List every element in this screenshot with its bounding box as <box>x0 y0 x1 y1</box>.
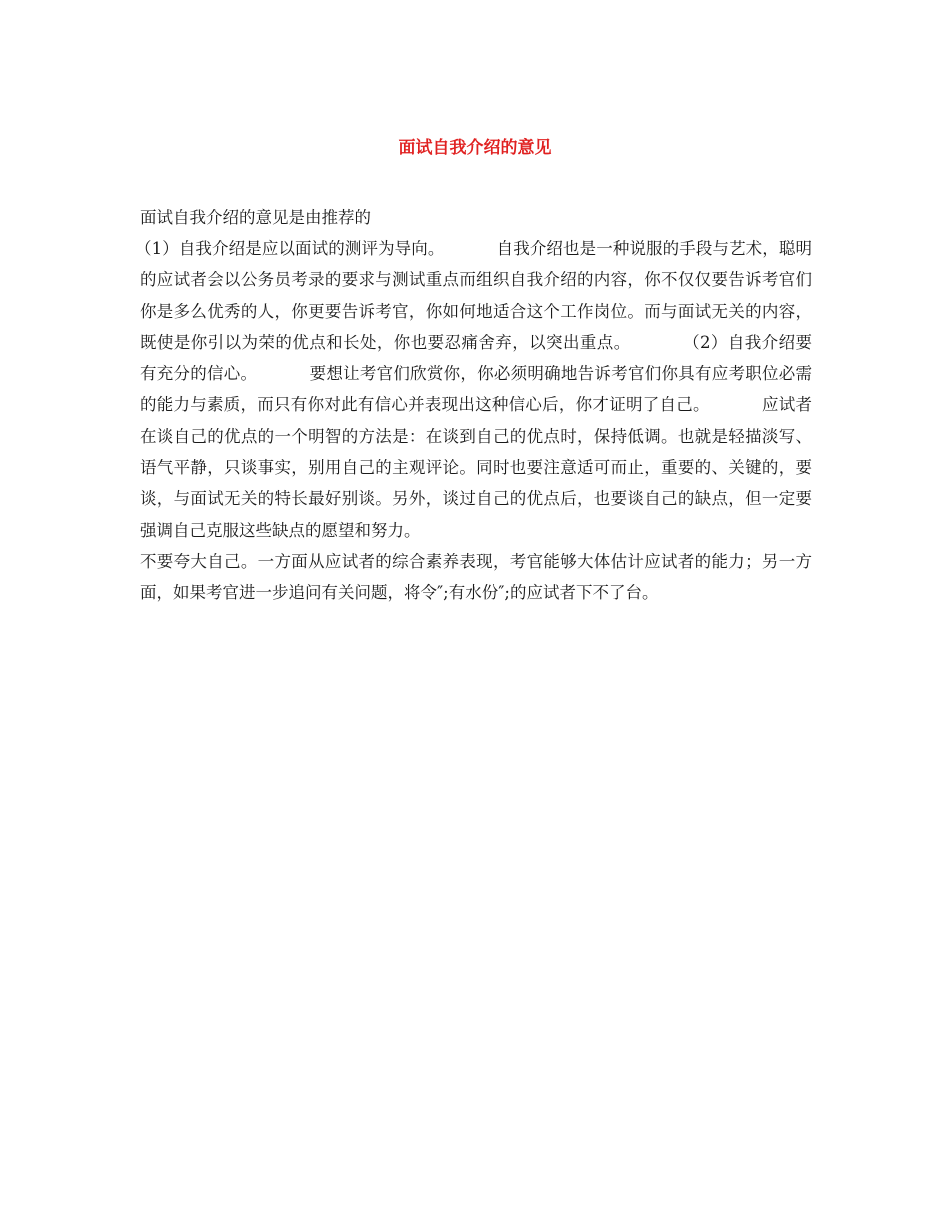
paragraph-segment: 自我介绍也是一种说服的手段与艺术，聪明的应试者会以公务员考录的要求与测试重点而组织自我介绍的内容，你不仅仅要告诉考官们你是多么优秀的人，你更要告诉考官，你如何地适合这个工作岗位。而与面试无关的内容，既使是你引以为荣的优点和长处，你也要忍痛舍弃，以突出重点。 <box>140 239 813 352</box>
document-subtitle: 面试自我介绍的意见是由推荐的 <box>140 208 371 227</box>
body-paragraph-1 <box>135 233 813 546</box>
paragraph-segment: （1）自我介绍是应以面试的测评为导向。 <box>135 239 445 258</box>
paragraph-segment: （2）自我介绍要有充分的信心。 <box>140 332 813 384</box>
paragraph-segment: 不要夸大自己。一方面从应试者的综合素养表现，考官能够大体估计应试者的能力；另一方面，如果考官进一步追问有关问题，将令″;有水份″;的应试者下不了台。 <box>140 551 812 603</box>
paragraph-segment: 应试者在谈自己的优点的一个明智的方法是：在谈到自己的优点时，保持低调。也就是轻描淡写、语气平静，只谈事实，别用自己的主观评论。同时也要注意适可而止，重要的、关键的，要谈，与面试无关的特长最好别谈。另外，谈过自己的优点后，也要谈自己的缺点，但一定要强调自己克服这些缺点的愿望和努力。 <box>140 395 813 540</box>
document-title: 面试自我介绍的意见 <box>398 138 552 158</box>
body-paragraph-2 <box>140 546 812 609</box>
paragraph-segment: 要想让考官们欣赏你，你必须明确地告诉考官们你具有应考职位必需的能力与素质，而只有你对此有信心并表现出这种信心后，你才证明了自己。 <box>140 364 813 415</box>
document-body <box>135 202 813 609</box>
